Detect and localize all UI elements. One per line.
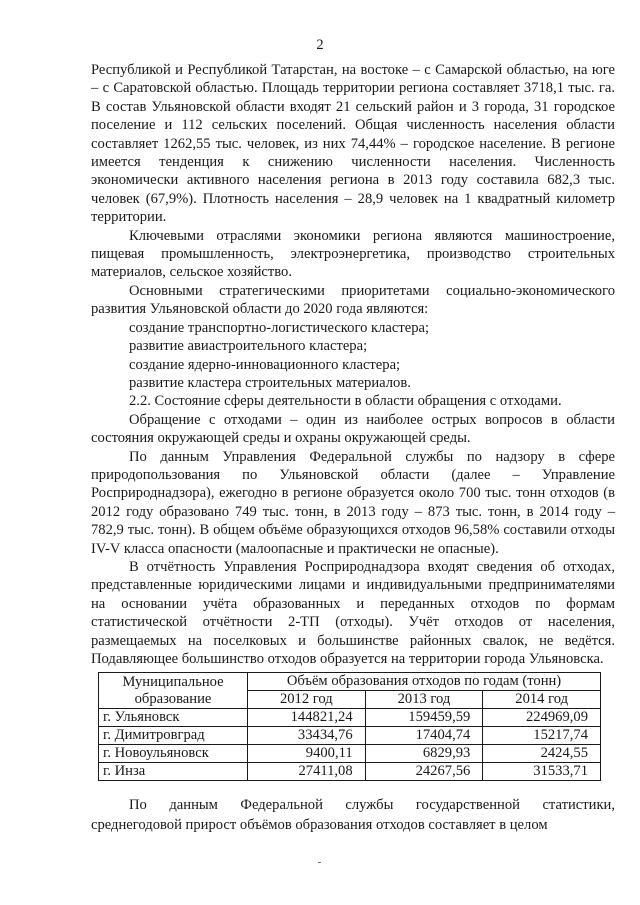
paragraph: Обращение с отходами – один из наиболее острых вопросов в области состояния окружающей среды и охраны окружающей среды. [91, 411, 615, 447]
year-header: 2014 год [483, 691, 601, 709]
table-cell: 33434,76 [248, 727, 366, 745]
table-row [99, 709, 601, 727]
table-cell: 27411,08 [248, 763, 366, 781]
table-cell: 2424,55 [483, 745, 601, 763]
table-cell: 17404,74 [365, 727, 483, 745]
paragraph: Основными стратегическими приоритетами социально-экономического развития Ульяновской области до 2020 года являются: [91, 282, 615, 318]
table-cell: 24267,56 [365, 763, 483, 781]
table-cell: 31533,71 [483, 763, 601, 781]
year-header: 2013 год [365, 691, 483, 709]
table-cell: 9400,11 [248, 745, 366, 763]
table-cell: 144821,24 [248, 709, 366, 727]
body-text [91, 61, 615, 668]
section-heading: 2.2. Состояние сферы деятельности в области обращения с отходами. [129, 393, 562, 410]
table-row [99, 727, 601, 745]
table-row [99, 745, 601, 763]
municipality-name: г. Инза [99, 763, 248, 781]
table-row [99, 763, 601, 781]
table-cell: 224969,09 [483, 709, 601, 727]
table-cell: 159459,59 [365, 709, 483, 727]
list-item: развитие авиастроительного кластера; [129, 338, 368, 355]
municipality-name: г. Ульяновск [99, 709, 248, 727]
volume-group-header: Объём образования отходов по годам (тонн) [248, 673, 601, 691]
scan-mark [318, 862, 321, 863]
table-cell: 6829,93 [365, 745, 483, 763]
list-item: создание транспортно-логистического кластера; [129, 319, 430, 336]
waste-volume-table [98, 672, 601, 781]
municipality-name: г. Новоульяновск [99, 745, 248, 763]
paragraph: Республикой и Республикой Татарстан, на востоке – с Самарской областью, на юге – с Саратовской областью. Площадь территории региона составляет 3718,1 тыс. га. В состав Ульяновской области входят 21 сельский район и 3 города, 31 городское поселение и 112 сельских поселений. Общая численность населения области составляет 1262,55 тыс. человек, из них 74,44% – городское население. В регионе имеется тенденция к снижению численности населения. Численность экономически активного населения региона в 2013 году составила 682,3 тыс. человек (67,9%). Плотность населения – 28,9 человек на 1 квадратный километр территории. [91, 62, 615, 226]
list-item: создание ядерно-инновационного кластера; [129, 356, 401, 373]
year-header: 2012 год [248, 691, 366, 709]
table-header-row [99, 673, 601, 691]
paragraph: В отчётность Управления Росприроднадзора входят сведения об отходах, представленные юридическими лицами и индивидуальными предпринимателями на основании учёта образованных и переданных отходов по формам статистической отчётности 2-ТП (отходы). Учёт отходов от населения, размещаемых на поселковых и большинстве районных свалок, не ведётся. Подавляющее большинство отходов образуется на территории города Ульяновска. [91, 558, 615, 667]
closing-text [91, 795, 615, 835]
paragraph: По данным Федеральной службы государственной статистики, среднегодовой прирост объёмов образования отходов составляет в целом [91, 797, 615, 833]
municipality-name: г. Димитровград [99, 727, 248, 745]
municipality-header: Муниципальное образование [99, 673, 248, 709]
paragraph: По данным Управления Федеральной службы по надзору в сфере природопользования по Ульяновской области (далее – Управление Росприроднадзора), ежегодно в регионе образуется около 700 тыс. тонн отходов (в 2012 году образовано 749 тыс. тонн, в 2013 году – 873 тыс. тонн, в 2014 году – 782,9 тыс. тонн). В общем объёме образующихся отходов 96,58% составили отходы IV-V класса опасности (малоопасные и практически не опасные). [91, 448, 615, 557]
page-number: 2 [316, 37, 324, 53]
paragraph: Ключевыми отраслями экономики региона являются машиностроение, пищевая промышленность, электроэнергетика, производство строительных материалов, сельское хозяйство. [91, 227, 615, 281]
waste-table-container [98, 672, 601, 781]
list-item: развитие кластера строительных материалов. [129, 374, 411, 391]
table-cell: 15217,74 [483, 727, 601, 745]
